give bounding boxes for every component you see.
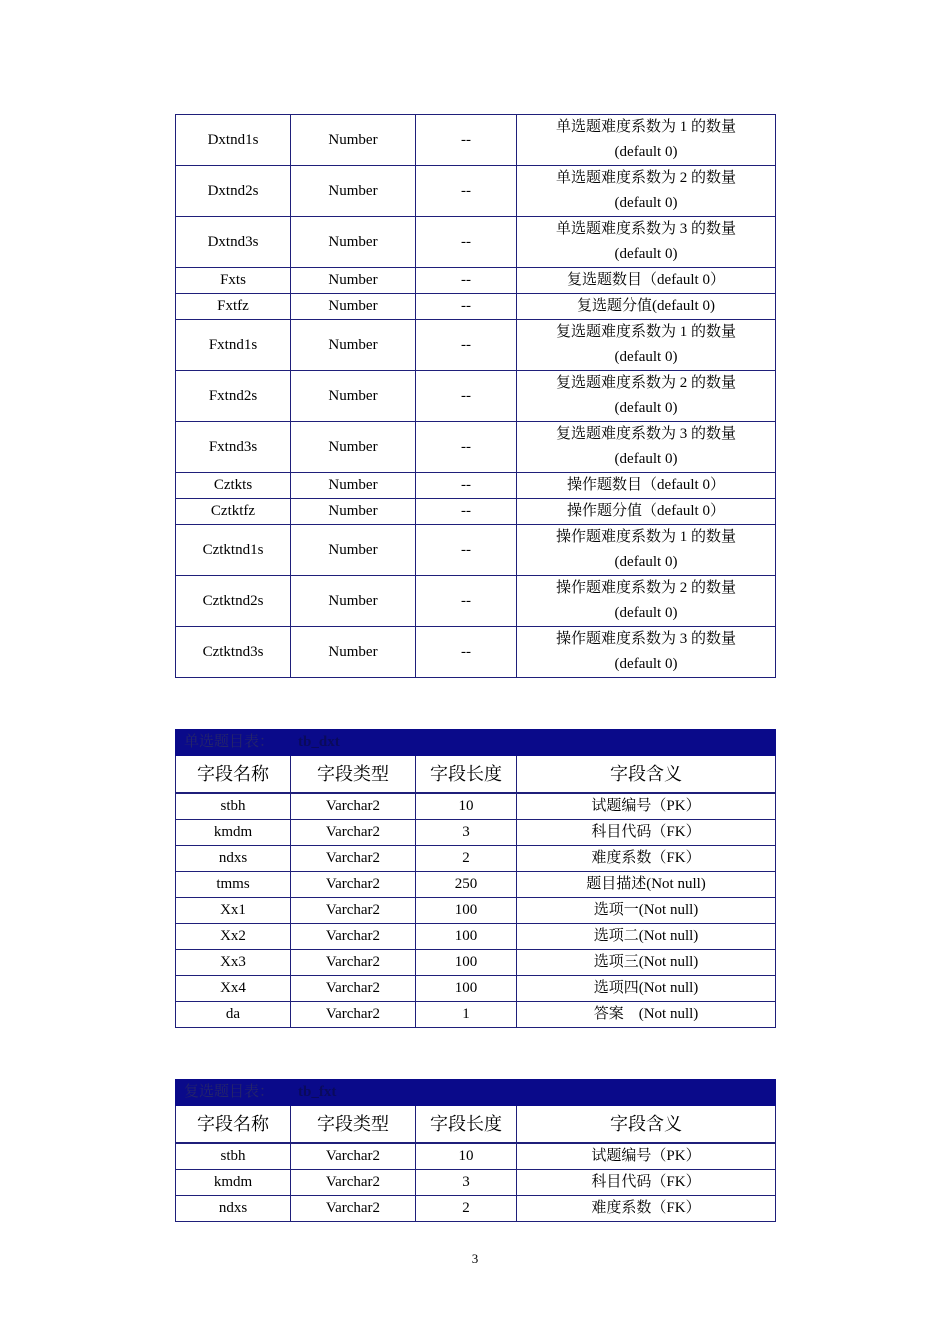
table-row bbox=[176, 320, 776, 371]
cell-field-name: kmdm bbox=[176, 1170, 291, 1196]
field-table-tb-fxt bbox=[175, 1079, 776, 1222]
cell-field-length: -- bbox=[416, 115, 517, 166]
cell-field-type: Varchar2 bbox=[291, 898, 416, 924]
cell-field-meaning bbox=[517, 627, 776, 678]
cell-field-type: Varchar2 bbox=[291, 793, 416, 820]
cell-field-name: Dxtnd1s bbox=[176, 115, 291, 166]
cell-field-meaning bbox=[517, 576, 776, 627]
cell-field-name: Cztktnd1s bbox=[176, 525, 291, 576]
table-row bbox=[176, 1143, 776, 1170]
cell-field-name: kmdm bbox=[176, 820, 291, 846]
meaning-line: 复选题分值(default 0) bbox=[577, 298, 715, 314]
table-row bbox=[176, 499, 776, 525]
cell-field-name: ndxs bbox=[176, 1196, 291, 1222]
cell-field-name: Cztktnd3s bbox=[176, 627, 291, 678]
table-header-row bbox=[176, 756, 776, 794]
table-row bbox=[176, 846, 776, 872]
cell-field-name: stbh bbox=[176, 793, 291, 820]
cell-field-length: 10 bbox=[416, 1143, 517, 1170]
cell-field-name: Xx4 bbox=[176, 976, 291, 1002]
cell-field-meaning bbox=[517, 217, 776, 268]
cell-field-meaning: 选项二(Not null) bbox=[517, 924, 776, 950]
cell-field-type: Varchar2 bbox=[291, 846, 416, 872]
cell-field-name: Cztktfz bbox=[176, 499, 291, 525]
cell-field-type: Varchar2 bbox=[291, 1196, 416, 1222]
cell-field-length: -- bbox=[416, 422, 517, 473]
cell-field-meaning: 选项四(Not null) bbox=[517, 976, 776, 1002]
table-row bbox=[176, 473, 776, 499]
cell-field-type: Varchar2 bbox=[291, 976, 416, 1002]
meaning-default: (default 0) bbox=[614, 195, 678, 211]
table-caption-label: 复选题目表： bbox=[184, 1084, 275, 1100]
table-row bbox=[176, 976, 776, 1002]
cell-field-meaning bbox=[517, 115, 776, 166]
table-row bbox=[176, 1170, 776, 1196]
table-row bbox=[176, 166, 776, 217]
table-row bbox=[176, 924, 776, 950]
cell-field-type: Number bbox=[291, 525, 416, 576]
meaning-line: 复选题数目（default 0） bbox=[567, 272, 725, 288]
header-field-type: 字段类型 bbox=[291, 756, 416, 794]
cell-field-length: -- bbox=[416, 320, 517, 371]
cell-field-meaning bbox=[517, 473, 776, 499]
cell-field-length: 2 bbox=[416, 846, 517, 872]
meaning-line: 复选题难度系数为 1 的数量 bbox=[555, 324, 736, 340]
meaning-line: 复选题难度系数为 3 的数量 bbox=[555, 426, 736, 442]
header-field-name: 字段名称 bbox=[176, 756, 291, 794]
header-field-length: 字段长度 bbox=[416, 756, 517, 794]
table-header-row bbox=[176, 1106, 776, 1144]
cell-field-meaning bbox=[517, 422, 776, 473]
table-caption-name: tb_fxt bbox=[298, 1084, 337, 1100]
cell-field-type: Number bbox=[291, 320, 416, 371]
table-row bbox=[176, 872, 776, 898]
meaning-line: 操作题难度系数为 2 的数量 bbox=[555, 580, 736, 596]
header-field-name: 字段名称 bbox=[176, 1106, 291, 1144]
header-field-length: 字段长度 bbox=[416, 1106, 517, 1144]
cell-field-length: 1 bbox=[416, 1002, 517, 1028]
cell-field-length: 100 bbox=[416, 898, 517, 924]
meaning-line: 操作题分值（default 0） bbox=[567, 503, 725, 519]
cell-field-name: da bbox=[176, 1002, 291, 1028]
cell-field-meaning bbox=[517, 294, 776, 320]
meaning-line: 单选题难度系数为 1 的数量 bbox=[555, 119, 736, 135]
cell-field-type: Number bbox=[291, 371, 416, 422]
cell-field-type: Varchar2 bbox=[291, 1170, 416, 1196]
cell-field-length: 3 bbox=[416, 820, 517, 846]
cell-field-meaning: 选项三(Not null) bbox=[517, 950, 776, 976]
cell-field-name: Fxtnd2s bbox=[176, 371, 291, 422]
cell-field-length: 100 bbox=[416, 924, 517, 950]
cell-field-length: 100 bbox=[416, 976, 517, 1002]
meaning-default: (default 0) bbox=[614, 400, 678, 416]
cell-field-length: -- bbox=[416, 473, 517, 499]
meaning-line: 操作题数目（default 0） bbox=[567, 477, 725, 493]
cell-field-meaning bbox=[517, 166, 776, 217]
header-field-type: 字段类型 bbox=[291, 1106, 416, 1144]
cell-field-name: Dxtnd2s bbox=[176, 166, 291, 217]
cell-field-type: Number bbox=[291, 473, 416, 499]
cell-field-type: Number bbox=[291, 627, 416, 678]
table-row bbox=[176, 422, 776, 473]
cell-field-length: -- bbox=[416, 217, 517, 268]
table-row bbox=[176, 294, 776, 320]
table-row bbox=[176, 115, 776, 166]
meaning-default: (default 0) bbox=[614, 656, 678, 672]
header-field-meaning: 字段含义 bbox=[517, 756, 776, 794]
cell-field-type: Number bbox=[291, 294, 416, 320]
cell-field-type: Varchar2 bbox=[291, 1143, 416, 1170]
cell-field-meaning: 题目描述(Not null) bbox=[517, 872, 776, 898]
meaning-default: (default 0) bbox=[614, 605, 678, 621]
cell-field-length: -- bbox=[416, 627, 517, 678]
cell-field-length: -- bbox=[416, 166, 517, 217]
cell-field-type: Varchar2 bbox=[291, 872, 416, 898]
cell-field-meaning: 选项一(Not null) bbox=[517, 898, 776, 924]
cell-field-name: Cztktnd2s bbox=[176, 576, 291, 627]
table-caption-label: 单选题目表： bbox=[184, 734, 275, 750]
meaning-line: 复选题难度系数为 2 的数量 bbox=[555, 375, 736, 391]
cell-field-name: Fxts bbox=[176, 268, 291, 294]
cell-field-length: 2 bbox=[416, 1196, 517, 1222]
cell-field-name: Fxtfz bbox=[176, 294, 291, 320]
cell-field-meaning: 试题编号（PK） bbox=[517, 793, 776, 820]
cell-field-type: Number bbox=[291, 268, 416, 294]
cell-field-name: Xx3 bbox=[176, 950, 291, 976]
cell-field-type: Varchar2 bbox=[291, 1002, 416, 1028]
table-caption bbox=[176, 1080, 776, 1106]
cell-field-name: ndxs bbox=[176, 846, 291, 872]
cell-field-length: 100 bbox=[416, 950, 517, 976]
table-row bbox=[176, 950, 776, 976]
cell-field-name: Xx1 bbox=[176, 898, 291, 924]
cell-field-name: Fxtnd3s bbox=[176, 422, 291, 473]
meaning-default: (default 0) bbox=[614, 144, 678, 160]
cell-field-length: 10 bbox=[416, 793, 517, 820]
meaning-line: 操作题难度系数为 3 的数量 bbox=[555, 631, 736, 647]
table-row bbox=[176, 576, 776, 627]
table-row bbox=[176, 217, 776, 268]
meaning-line: 单选题难度系数为 3 的数量 bbox=[555, 221, 736, 237]
header-field-meaning: 字段含义 bbox=[517, 1106, 776, 1144]
table-row bbox=[176, 820, 776, 846]
cell-field-meaning bbox=[517, 525, 776, 576]
table-row bbox=[176, 898, 776, 924]
table-caption bbox=[176, 730, 776, 756]
meaning-default: (default 0) bbox=[614, 349, 678, 365]
cell-field-meaning: 难度系数（FK） bbox=[517, 1196, 776, 1222]
cell-field-length: -- bbox=[416, 371, 517, 422]
field-table-continued bbox=[175, 114, 776, 678]
cell-field-name: Dxtnd3s bbox=[176, 217, 291, 268]
cell-field-length: -- bbox=[416, 268, 517, 294]
cell-field-length: -- bbox=[416, 576, 517, 627]
cell-field-meaning bbox=[517, 268, 776, 294]
cell-field-name: Fxtnd1s bbox=[176, 320, 291, 371]
table-row bbox=[176, 371, 776, 422]
meaning-default: (default 0) bbox=[614, 246, 678, 262]
cell-field-length: 250 bbox=[416, 872, 517, 898]
field-table-tb-dxt bbox=[175, 729, 776, 1028]
cell-field-meaning bbox=[517, 320, 776, 371]
cell-field-meaning: 科目代码（FK） bbox=[517, 820, 776, 846]
cell-field-length: -- bbox=[416, 499, 517, 525]
table-row bbox=[176, 793, 776, 820]
table-row bbox=[176, 1002, 776, 1028]
cell-field-meaning: 答案 (Not null) bbox=[517, 1002, 776, 1028]
cell-field-meaning bbox=[517, 499, 776, 525]
cell-field-length: 3 bbox=[416, 1170, 517, 1196]
meaning-line: 操作题难度系数为 1 的数量 bbox=[555, 529, 736, 545]
cell-field-name: Cztkts bbox=[176, 473, 291, 499]
table-caption-name: tb_dxt bbox=[298, 734, 340, 750]
table-row bbox=[176, 627, 776, 678]
cell-field-meaning: 难度系数（FK） bbox=[517, 846, 776, 872]
page-number: 3 bbox=[471, 1251, 479, 1266]
cell-field-type: Number bbox=[291, 115, 416, 166]
cell-field-type: Number bbox=[291, 576, 416, 627]
cell-field-type: Number bbox=[291, 166, 416, 217]
cell-field-meaning bbox=[517, 371, 776, 422]
cell-field-name: Xx2 bbox=[176, 924, 291, 950]
cell-field-type: Varchar2 bbox=[291, 820, 416, 846]
meaning-line: 单选题难度系数为 2 的数量 bbox=[555, 170, 736, 186]
cell-field-length: -- bbox=[416, 525, 517, 576]
table-row bbox=[176, 268, 776, 294]
table-row bbox=[176, 1196, 776, 1222]
cell-field-meaning: 试题编号（PK） bbox=[517, 1143, 776, 1170]
cell-field-length: -- bbox=[416, 294, 517, 320]
cell-field-type: Varchar2 bbox=[291, 924, 416, 950]
cell-field-name: stbh bbox=[176, 1143, 291, 1170]
cell-field-name: tmms bbox=[176, 872, 291, 898]
cell-field-meaning: 科目代码（FK） bbox=[517, 1170, 776, 1196]
cell-field-type: Number bbox=[291, 422, 416, 473]
meaning-default: (default 0) bbox=[614, 554, 678, 570]
cell-field-type: Number bbox=[291, 499, 416, 525]
table-row bbox=[176, 525, 776, 576]
cell-field-type: Number bbox=[291, 217, 416, 268]
meaning-default: (default 0) bbox=[614, 451, 678, 467]
cell-field-type: Varchar2 bbox=[291, 950, 416, 976]
